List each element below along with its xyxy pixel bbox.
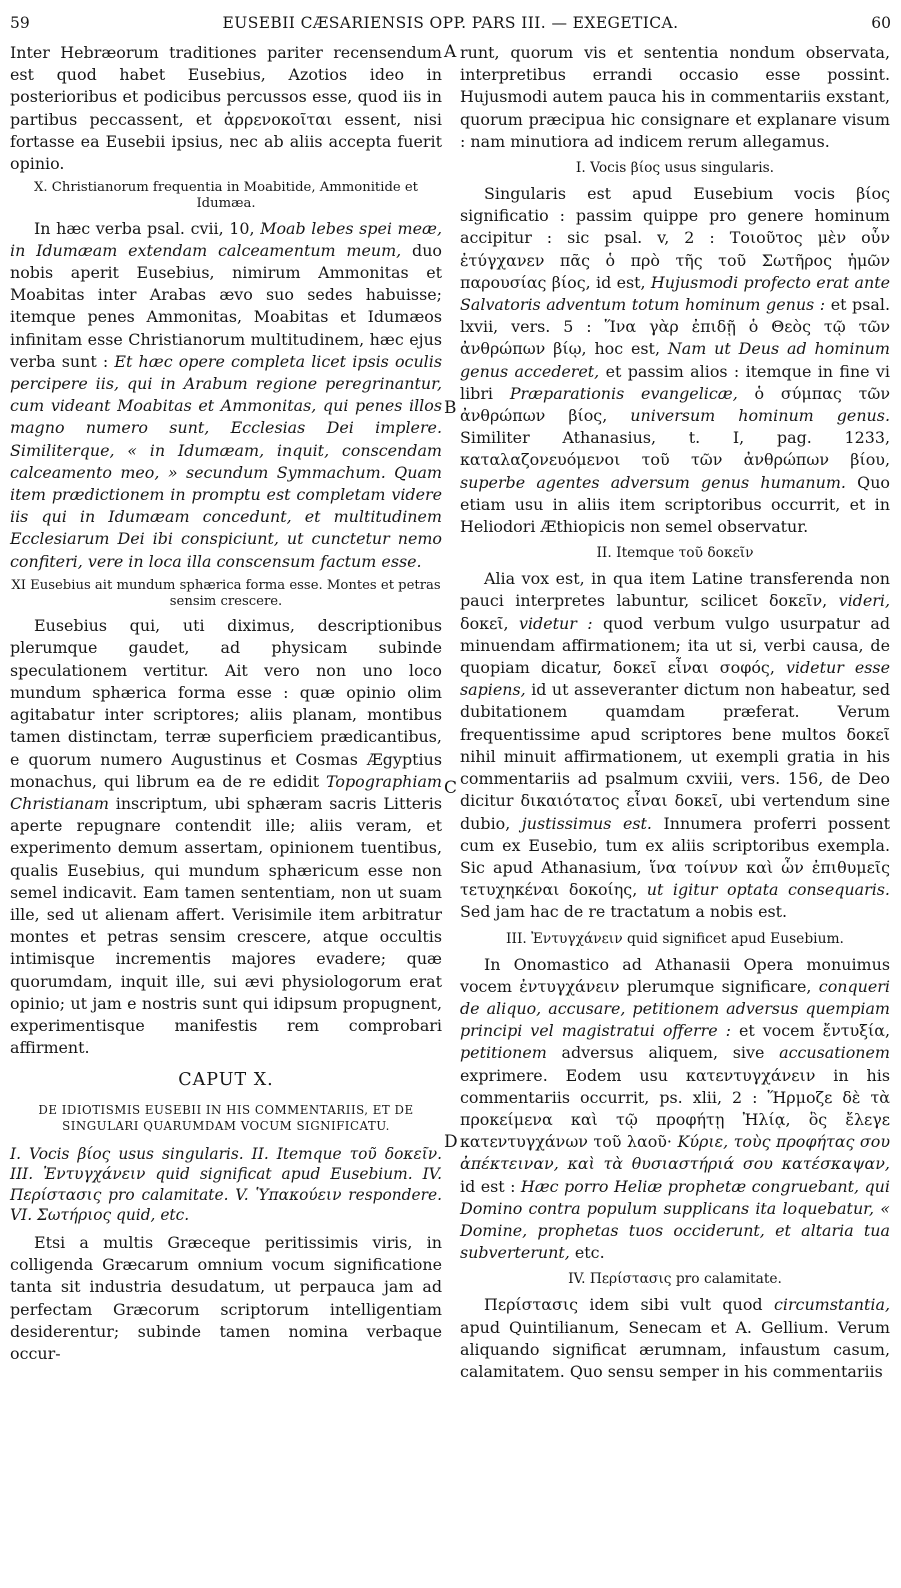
page-number-right: 60 [871, 14, 891, 32]
paragraph-i-italic-4: universum hominum genus. [630, 406, 890, 426]
margin-letter-b: B [444, 398, 457, 418]
paragraph-iv-text-b: apud Quintilianum, Senecam et A. Gellium. Verum aliquando significat ærumnam, infaustum casum, calamitatem. Quo sensu semper in his commentariis [460, 1317, 890, 1381]
running-title: EUSEBII CÆSARIENSIS OPP. PARS III. — EXEGETICA. [222, 14, 679, 32]
paragraph-i-text-f: Quo etiam usu in aliis item scriptoribus occurrit, et in Heliodori Æthiopicis non semel observatur. [460, 472, 890, 537]
paragraph-ii-italic-4: justissimus est. [521, 813, 652, 833]
paragraph-x-citation: Et hæc opere completa licet ipsis oculis percipere iis, qui in Arabum regione peregrinantur, cum videant Moabitas et Ammonitas, qui penes illos magno numero sunt, Ecclesias Dei implere. Similiterque, « in Idumæam, inquit, conscendam calceamento meo, » secundum Symmachum. Quam item prædictionem in promptu est completam videre iis qui in Idumæam concedunt, et multitudinem Ecclesiarum Dei ibi conspiciunt, ut cunctetur nemo confiteri, vere in loca illa conscensum factum esse. [10, 351, 442, 571]
paragraph-ii [460, 568, 890, 923]
section-heading-iv: IV. Περίστασις pro calamitate. [568, 1271, 782, 1288]
paragraph-iii-text-f: etc. [569, 1243, 605, 1263]
paragraph-ii-text-c: quod verbum vulgo usurpatur ad minuendam affirmationem; ita ut si, verbi causa, de quopiam dicatur, δοκεῖ εἶναι σοφός, [460, 613, 890, 678]
paragraph-iii-italic-2: petitionem [460, 1043, 547, 1063]
paragraph-xi [10, 615, 442, 1059]
paragraph-iii-italic-4: Hæc porro Heliæ prophetæ congruebant, qui Domino contra populum supplicans ita loquebatur, « Domine, prophetas tuos occiderunt, et altaria tua subverterunt, [460, 1176, 890, 1263]
paragraph-i-text-b: et psal. lxvii, vers. 5 : Ἵνα γὰρ ἐπιδῇ ὁ Θεὸς τῷ τῶν ἀνθρώπων βίῳ, hoc est, [460, 295, 890, 359]
chapter-subtitle: DE IDIOTISMIS EUSEBII IN HIS COMMENTARIIS, ET DE SINGULARI QUARUMDAM VOCUM SIGNIFICATU. [38, 1102, 414, 1133]
paragraph-x [10, 218, 442, 573]
paragraph-ii-italic-3: videtur esse sapiens, [460, 658, 890, 700]
paragraph-ii-text-f: Sed jam hac de re tractatum a nobis est. [460, 902, 788, 922]
paragraph-i-text-a: Singularis est apud Eusebium vocis βίος significatio : passim quippe pro genere hominum accipitur : sic psal. v, 2 : Τοιοῦτος μὲν οὖν ἐτύγχανεν πᾶς ὁ πρὸ τῆς τοῦ Σωτῆρος ἡμῶν παρουσίας βίος, id est, [460, 184, 890, 292]
paragraph-iii-italic-3: accusationem [779, 1043, 890, 1063]
paragraph-iv [460, 1294, 890, 1383]
page-header [10, 14, 891, 40]
paragraph-iii-text-c: adversus aliquem, sive [546, 1043, 780, 1063]
margin-letter-d: D [444, 1132, 458, 1152]
section-heading-xi: XI Eusebius ait mundum sphærica forma esse. Montes et petras sensim crescere. [11, 577, 441, 610]
paragraph-iv-text-a: Περίστασις idem sibi vult quod [484, 1295, 774, 1315]
paragraph-i [460, 183, 890, 538]
paragraph-x-text-a: In hæc verba psal. cvii, 10, [34, 218, 261, 238]
paragraph-xi-text-a: Eusebius qui, uti diximus, descriptionibus plerumque gaudet, ad physicam subinde speculationem vertitur. Ait vero non uno loco mundum sphærica forma esse : quæ opinio olim agitabatur inter scriptores; aliis planam, montibus tamen distinctam, terræ superficiem prædicantibus, e quorum numero Augustinus et Cosmas Ægyptius monachus, qui librum ea de re edidit [10, 616, 442, 791]
left-column [10, 42, 442, 1365]
paragraph-iii-text-d: exprimere. Eodem usu κατεντυγχάνειν in his commentariis occurrit, ps. xlii, 2 : Ἥρμοζε δὲ τὰ προκείμενα καὶ τῷ προφήτῃ Ἠλίᾳ, ὃς ἔλεγε κατεντυγχάνων τοῦ λαοῦ· [460, 1065, 890, 1152]
chapter-heading: CAPUT X. [178, 1070, 274, 1091]
paragraph-i-italic-2: Nam ut Deus ad hominum genus accederet, [460, 339, 890, 381]
paragraph-iii-text-a: In Onomastico ad Athanasii Opera monuimus vocem ἐντυγχάνειν plerumque significare, [460, 954, 890, 996]
paragraph-i-italic-1: Hujusmodi profecto erat ante Salvatoris adventum totum hominum genus : [460, 272, 890, 315]
paragraph-intro: Inter Hebræorum traditiones pariter recensendum est quod habet Eusebius, Azotios ideo in posterioribus et podicibus percussos esse, quod iis in partibus peccassent, et ἀρρενοκοῖται essent, nisi fortasse ea Eusebii ipsius, nec ab aliis accepta fuerit opinio. [10, 43, 442, 174]
paragraph-i-text-d: ὁ σύμπας τῶν ἀνθρώπων βίος, [460, 383, 890, 426]
section-heading-ii: II. Itemque τοῦ δοκεῖν [596, 545, 754, 562]
margin-letter-a: A [444, 42, 457, 62]
paragraph-etsi: Etsi a multis Græceque peritissimis viris, in colligenda Græcarum omnium vocum significatione tanta sit industria desudatum, ut perpauca jam ad perfectam Græcorum scriptorum intelligentiam desiderentur; subinde tamen nomina verbaque occur- [10, 1232, 442, 1363]
paragraph-x-quote: Moab lebes spei meæ, in Idumæam extendam calceamentum meum, [10, 218, 442, 260]
paragraph-xi-text-b: inscriptum, ubi sphæram sacris Litteris aperte repugnare contendit ille; aliis veram, et experimento demum assertam, opinionem tuentibus, qualis Eusebius, qui mundum sphæricum esse non semel indicavit. Eam tamen sententiam, non ut suam ille, sed ut alienam affert. Verisimile item arbitratur montes et petras sensim crescere, atque occultis intimisque incrementis majores evadere; quæ quorumdam, inquit ille, sui ævi physiologorum erat opinio; ut jam e nostris sunt qui idipsum propugnent, experimentisque manifestis rem comprobari affirment. [10, 793, 442, 1058]
paragraph-iii-italic-1: conqueri de aliquo, accusare, petitionem adversus quempiam principi vel magistratui offerre : [460, 976, 890, 1041]
paragraph-i-text-c: et passim alios : itemque in fine vi libri [460, 361, 890, 403]
paragraph-iv-italic-1: circumstantia, [773, 1295, 890, 1315]
paragraph-iii-greek-quote: Κύριε, τοὺς προφήτας σου ἀπέκτειναν, καὶ τὰ θυσιαστήριά σου κατέσκαψαν, [460, 1132, 890, 1174]
paragraph-i-text-e: Similiter Athanasius, t. I, pag. 1233, καταλαζονευόμενοι τοῦ τῶν ἀνθρώπων βίου, [460, 428, 890, 470]
paragraph-ii-text-a: Alia vox est, in qua item Latine transferenda non pauci interpretes labuntur, scilicet δοκεῖν, [460, 569, 890, 611]
paragraph-continuation: runt, quorum vis et sententia nondum observata, interpretibus errandi occasio esse possint. Hujusmodi autem pauca his in commentariis exstant, quorum præcipua hic consignare et explanare visum : nam minutiora ad indicem rerum allegamus. [460, 43, 890, 151]
paragraph-ii-text-d: id ut asseveranter dictum non habeatur, sed dubitationem quamdam præferat. Verum frequentissime apud scriptores bene multos δοκεῖ nihil minuit affirmationem, ut exempli gratia in his commentariis ad psalmum cxviii, vers. 156, de Deo dicitur δικαιότατος εἶναι δοκεῖ, ubi vertendum sine dubio, [460, 680, 890, 833]
page-number-left: 59 [10, 14, 30, 32]
paragraph-i-italic-5: superbe agentes adversum genus humanum. [460, 472, 846, 492]
paragraph-ii-text-e: Innumera proferri possent cum ex Eusebio, tum ex aliis scriptoribus exempla. Sic apud Athanasium, ἵνα τοίνυν καὶ ὧν ἐπιθυμεῖς τετυχηκέναι δοκοίης, [460, 813, 890, 900]
paragraph-ii-italic-5: ut igitur optata consequaris. [646, 880, 890, 900]
right-column [460, 42, 890, 1383]
paragraph-iii-text-e: id est : [460, 1176, 521, 1196]
paragraph-iii-text-b: et vocem ἔντυξία, [730, 1021, 890, 1041]
section-heading-x: X. Christianorum frequentia in Moabitide, Ammonitide et Idumæa. [33, 180, 418, 212]
paragraph-x-text-b: duo nobis aperit Eusebius, nimirum Ammonitas et Moabitas inter Arabas ævo suo sedes habuisse; itemque penes Ammonitas, Moabitas et Idumæos infinitam esse Christianorum multitudinem, hæc ejus verba sunt : [10, 240, 442, 371]
paragraph-ii-italic-2: videtur : [518, 613, 593, 633]
section-heading-i: I. Vocis βίος usus singularis. [575, 160, 775, 177]
section-heading-iii: III. Ἐντυγχάνειν quid significet apud Eusebium. [506, 930, 844, 947]
paragraph-xi-title: Topographiam Christianam [10, 771, 442, 813]
paragraph-ii-italic-1: videri, [838, 591, 890, 611]
chapter-summary: I. Vocis βίος usus singularis. II. Itemque τοῦ δοκεῖν. III. Ἐντυγχάνειν quid significat apud Eusebium. IV. Περίστασις pro calamitate. V. Ὑπακούειν respondere. VI. Σωτήριος quid, etc. [10, 1144, 442, 1225]
paragraph-ii-text-b: δοκεῖ, [460, 613, 519, 633]
paragraph-iii [460, 954, 890, 1265]
margin-letter-c: C [444, 778, 458, 798]
paragraph-i-italic-3: Præparationis evangelicæ, [509, 383, 738, 403]
